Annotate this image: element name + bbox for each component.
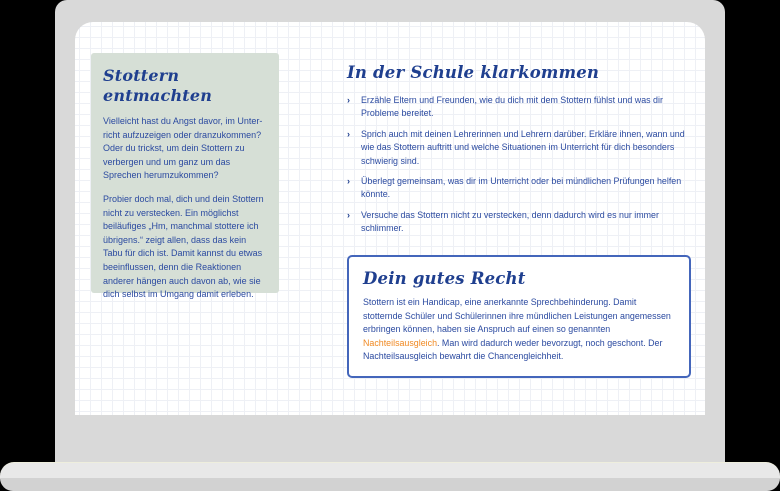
- info-box-stottern-entmachten: [91, 53, 279, 300]
- box-paragraph: Probier doch mal, dich und dein Stottern nicht zu verstecken. Ein möglichst beiläufiges „Hm, manchmal stottere ich übrigens.“ zeigt allen, dass das kein Tabu für dich ist. Damit kannst du etwas beeinflussen, denn die Reaktionen anderer hängen auch davon ab, wie sie dich selbst im Umgang damit erleben.: [103, 193, 264, 300]
- nachteilsausgleich-link[interactable]: Nachteilsausgleich: [363, 337, 437, 348]
- list-item: [347, 209, 697, 236]
- box-title: Stottern entmachten: [103, 66, 213, 105]
- list-item: [347, 128, 697, 168]
- paragraph-text: . Man wird dadurch weder bevorzugt, noch geschont. Der Nachteilsausgleich bewahrt die Chancengleichheit.: [363, 337, 663, 362]
- list-item: [347, 175, 697, 202]
- list-item-text: Überlegt gemeinsam, was dir im Unterricht oder bei mündlichen Prüfungen helfen könnte.: [361, 176, 682, 200]
- list-item-text: Erzähle Eltern und Freunden, wie du dich mit dem Stottern fühlst und was dir Probleme bereitet.: [361, 95, 663, 119]
- box-paragraph: [363, 296, 675, 364]
- list-item-text: Sprich auch mit deinen Lehrerinnen und Lehrern darüber. Erkläre ihnen, wann und wie das Stottern auftritt und welche Situationen im Unterricht für dich besonders schwierig sind.: [361, 128, 685, 166]
- laptop-base-bottom: [0, 478, 780, 491]
- chevron-right-icon: ›: [347, 209, 350, 220]
- section-schule: [347, 62, 697, 243]
- chevron-right-icon: ›: [347, 128, 350, 139]
- laptop-base-top: [0, 462, 780, 479]
- laptop-screen: [75, 22, 705, 415]
- box-title: Dein gutes Recht: [363, 269, 526, 288]
- box-paragraph: Vielleicht hast du Angst davor, im Unter-richt aufzuzeigen oder dranzukommen? Oder du trickst, um dein Stottern zu verbergen und um ganz um das Sprechen herumzukommen?: [103, 116, 263, 181]
- list-item: [347, 94, 697, 121]
- paragraph-text: Stottern ist ein Handicap, eine anerkannte Sprechbehinderung. Damit stotternde Schüler und Schülerinnen ihre mündlichen Leistungen angemessen erbringen können, haben sie Anspruch auf einen so genannten: [363, 297, 671, 335]
- chevron-right-icon: ›: [347, 95, 350, 105]
- list-item-text: Versuche das Stottern nicht zu verstecken, denn dadurch wird es nur immer schlimmer.: [361, 209, 659, 234]
- info-box-dein-gutes-recht: [347, 255, 691, 378]
- tips-list: [347, 94, 697, 236]
- section-title: In der Schule klarkommen: [347, 63, 600, 82]
- chevron-right-icon: ›: [347, 176, 350, 187]
